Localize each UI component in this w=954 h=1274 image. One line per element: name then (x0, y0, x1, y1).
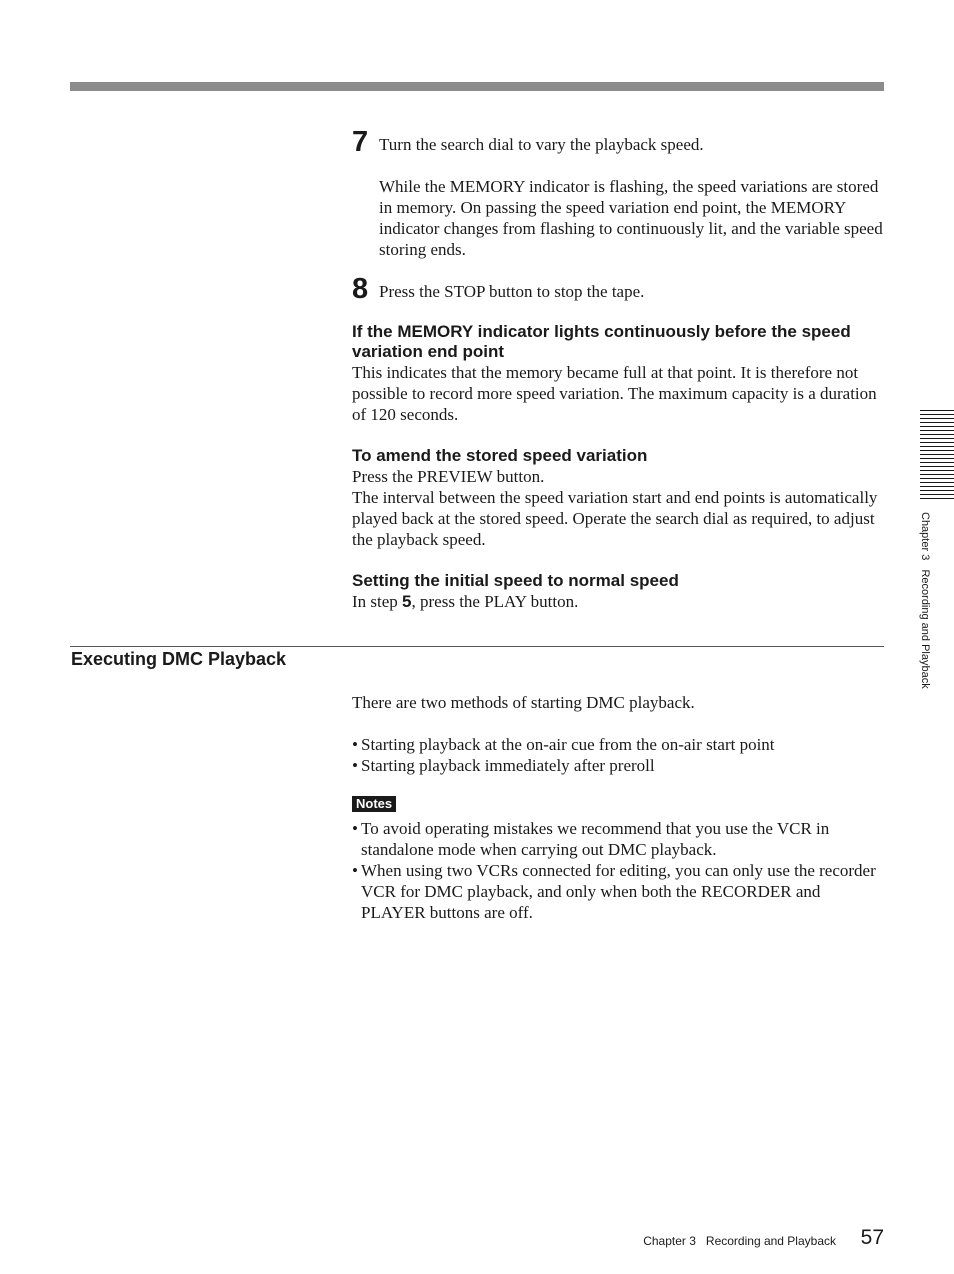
subsection-paragraph (352, 591, 884, 612)
list-item: • When using two VCRs connected for editing, you can only use the recorder VCR for DMC playback, and only when both the RECORDER and PLAYER buttons are off. (352, 860, 884, 923)
section-intro: There are two methods of starting DMC playback. (352, 693, 695, 712)
subsection-heading: To amend the stored speed variation (352, 446, 648, 465)
footer-chapter: Chapter 3 Recording and Playback (643, 1234, 836, 1248)
subsection-initial-speed (352, 571, 884, 612)
subsection-memory-full (352, 322, 884, 425)
step-number: 8 (352, 273, 369, 305)
notes-list (352, 818, 884, 923)
chapter-tab-marker (920, 410, 954, 500)
subsection-paragraph: This indicates that the memory became full at that point. It is therefore not possible to record more speed variation. The maximum capacity is a duration of 120 seconds. (352, 363, 877, 424)
list-item: • To avoid operating mistakes we recommend that you use the VCR in standalone mode when carrying out DMC playback. (352, 818, 884, 860)
list-item: • Starting playback immediately after preroll (352, 755, 884, 776)
subsection-paragraph: The interval between the speed variation start and end points is automatically played back at the stored speed. Operate the search dial as required, to adjust the playback speed. (352, 488, 878, 549)
list-item: • Starting playback at the on-air cue from the on-air start point (352, 734, 884, 755)
method-list (352, 734, 884, 776)
subsection-heading: If the MEMORY indicator lights continuously before the speed variation end point (352, 322, 851, 361)
step-lead: Turn the search dial to vary the playback speed. (379, 135, 704, 154)
header-rule (70, 82, 884, 91)
notes-block (352, 795, 884, 923)
section-rule (70, 646, 884, 647)
side-chapter-label: Chapter 3 Recording and Playback (919, 512, 931, 689)
subsection-paragraph: Press the PREVIEW button. (352, 467, 545, 486)
step-number: 7 (352, 126, 369, 158)
step-8 (352, 273, 884, 305)
text-before: In step (352, 592, 403, 611)
page-number: 57 (860, 1226, 884, 1249)
subsection-amend (352, 446, 884, 550)
step-reference: 5 (402, 592, 412, 611)
section-body (352, 692, 884, 923)
subsection-heading: Setting the initial speed to normal speed (352, 571, 679, 590)
step-7 (352, 128, 884, 260)
notes-badge: Notes (352, 796, 396, 812)
text-after: , press the PLAY button. (411, 592, 579, 611)
step-detail: While the MEMORY indicator is flashing, the speed variations are stored in memory. On passing the speed variation end point, the MEMORY indicator changes from flashing to continuously lit, and the variable speed storing ends. (379, 177, 883, 259)
step-lead: Press the STOP button to stop the tape. (379, 282, 645, 301)
section-title: Executing DMC Playback (71, 649, 287, 669)
